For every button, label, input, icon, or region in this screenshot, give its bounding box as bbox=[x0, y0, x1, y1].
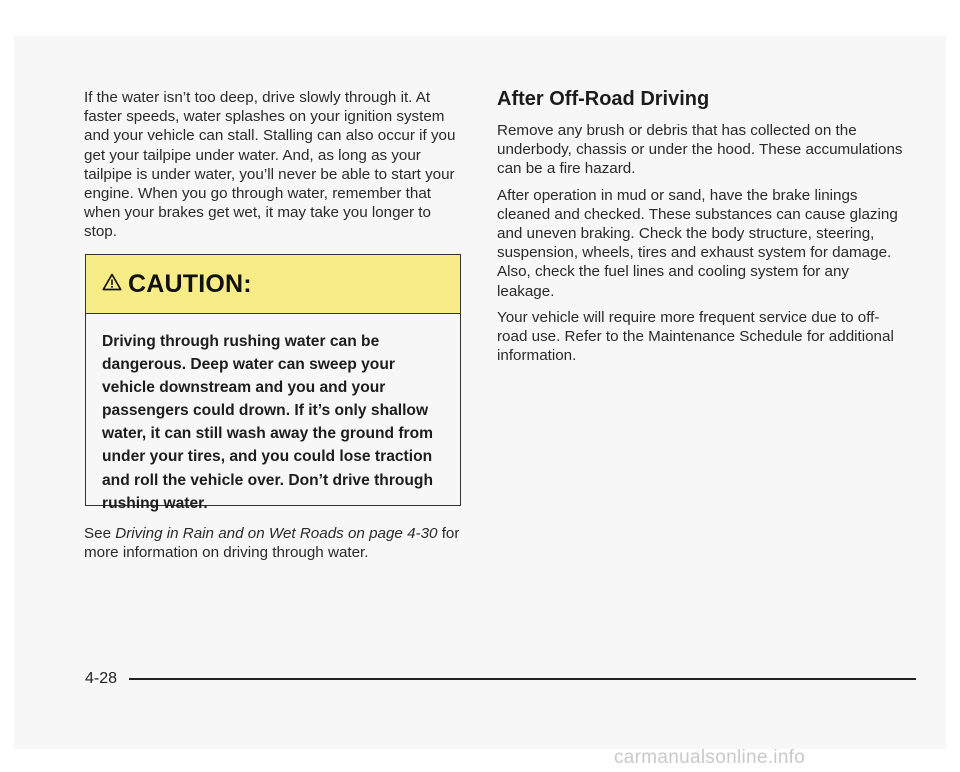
see-also-paragraph bbox=[84, 524, 479, 562]
see-prefix: See bbox=[84, 525, 116, 542]
left-column bbox=[84, 88, 462, 242]
warning-triangle-icon bbox=[102, 273, 122, 296]
right-column bbox=[497, 88, 907, 372]
caution-title: CAUTION: bbox=[128, 269, 252, 298]
caution-banner bbox=[86, 255, 460, 314]
caution-text: Driving through rushing water can be dangerous. Deep water can sweep your vehicle downstream and you and your passengers could drown. If it’s only shallow water, it can still wash away the ground from under your tires, and you could lose traction and roll the vehicle over. Don’t drive through rushing water. bbox=[102, 333, 434, 512]
caution-box bbox=[85, 254, 461, 512]
paragraph: Your vehicle will require more frequent service due to off-road use. Refer to the Maintenance Schedule for additional information. bbox=[497, 308, 894, 365]
intro-paragraph: If the water isn’t too deep, drive slowly through it. At faster speeds, water splashes on your ignition system and your vehicle can stall. Stalling can also occur if you get your tailpipe under water. And, as long as your tailpipe is under water, you’ll never be able to start your engine. When you go through water, remember that when your brakes get wet, it may take you longer to stop. bbox=[84, 89, 456, 241]
section-heading: After Off-Road Driving bbox=[497, 88, 710, 110]
cross-reference-link[interactable]: Driving in Rain and on Wet Roads on page 4-30 bbox=[115, 525, 438, 542]
paragraph: Remove any brush or debris that has collected on the underbody, chassis or under the hood. These accumulations can be a fire hazard. bbox=[497, 122, 903, 178]
see-suffix: for more information on driving through water. bbox=[84, 525, 460, 562]
paragraph: After operation in mud or sand, have the brake linings cleaned and checked. These substances can cause glazing and uneven braking. Check the body structure, steering, suspension, wheels, tires and exhaust system for damage. Also, check the fuel lines and cooling system for any leakage. bbox=[497, 186, 898, 300]
page-number: 4-28 bbox=[85, 670, 118, 687]
footer-rule bbox=[129, 678, 916, 680]
watermark: carmanualsonline.info bbox=[614, 747, 806, 768]
